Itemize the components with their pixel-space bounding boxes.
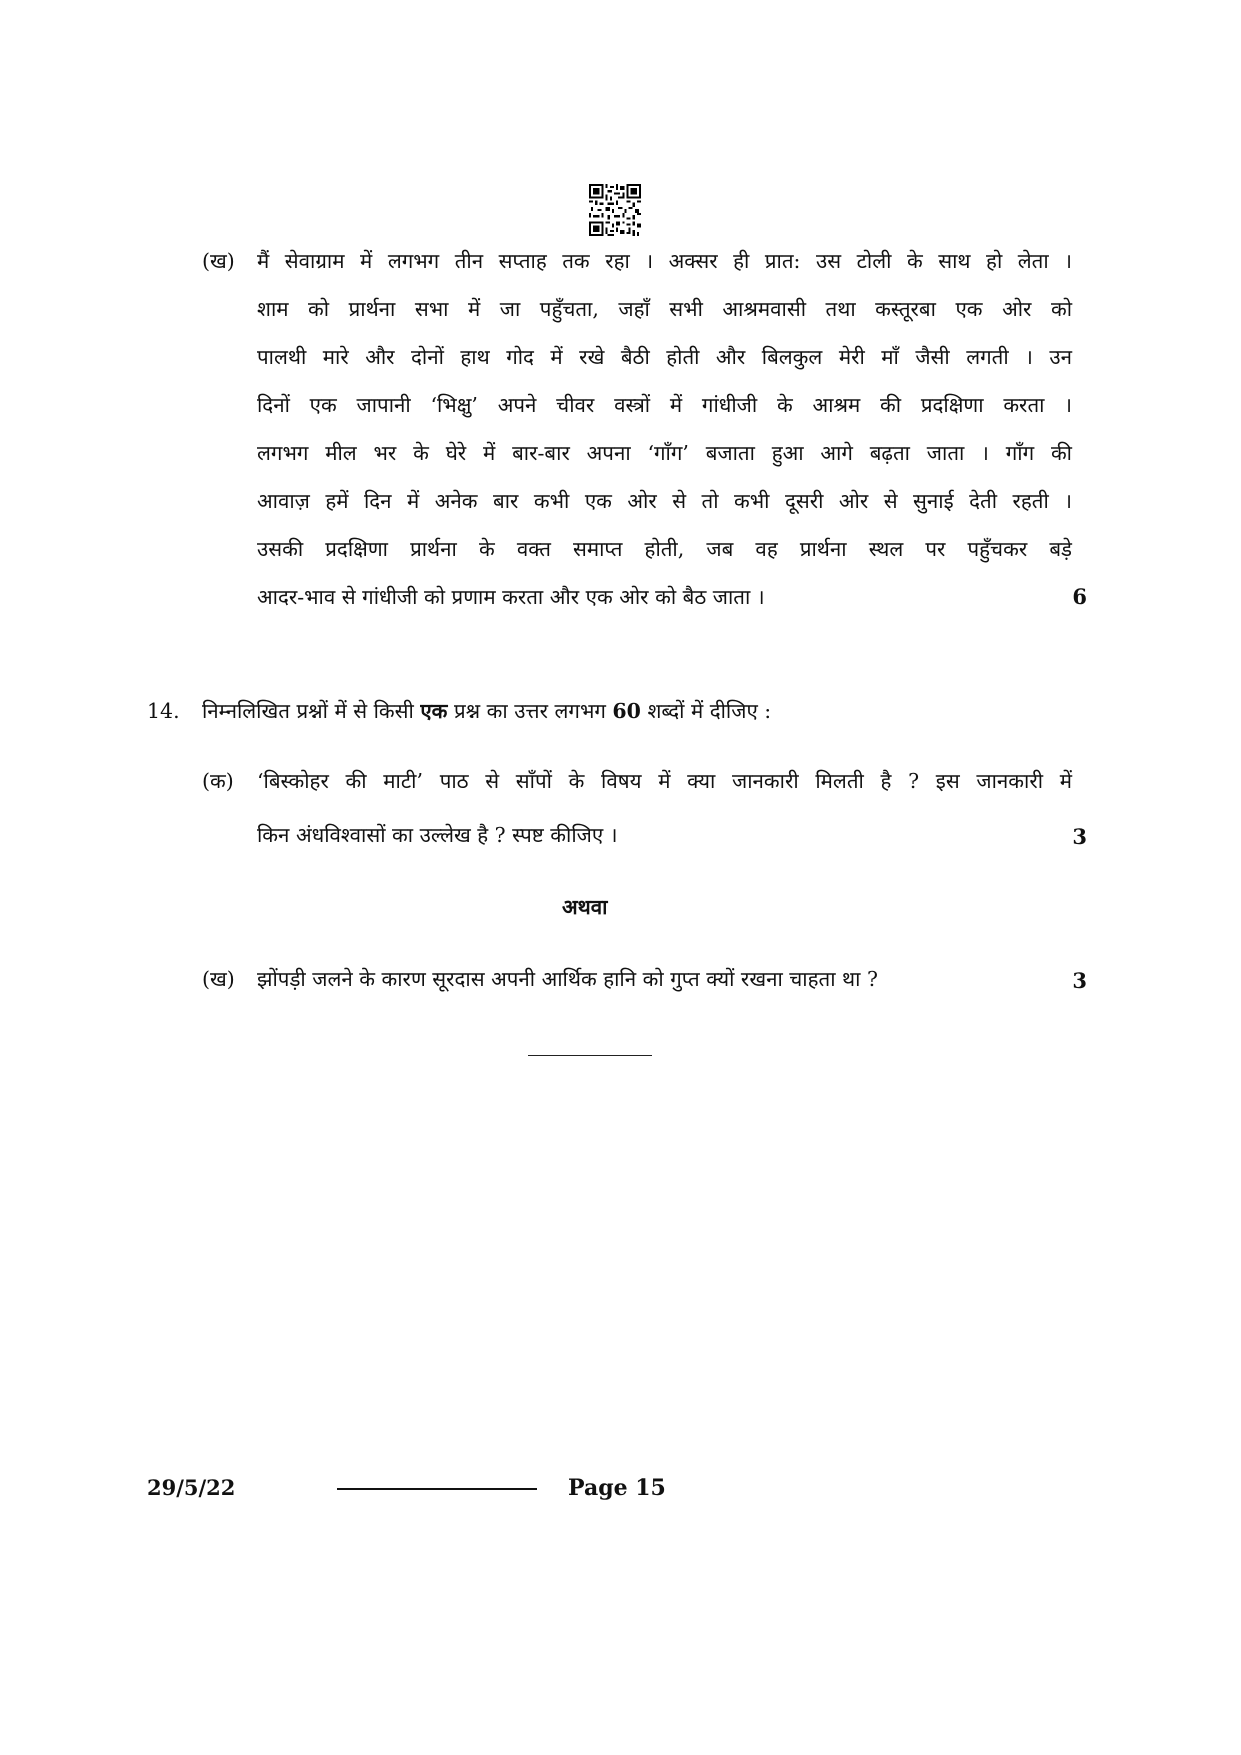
q14-ka-line-2: किन अंधविश्वासों का उल्लेख है ? स्पष्ट कीजिए ।: [257, 823, 618, 847]
q14-prompt-emphasis-60: 60: [612, 699, 641, 723]
q13-kha-marks: 6: [1072, 584, 1087, 609]
q14-ka-label: (क): [202, 769, 234, 793]
q14-kha-marks: 3: [1072, 968, 1087, 993]
footer-rule: [337, 1488, 537, 1490]
q14-prompt-part: प्रश्न का उत्तर लगभग: [447, 699, 613, 723]
q13-kha-line-3: पालथी मारे और दोनों हाथ गोद में रखे बैठी होती और बिलकुल मेरी माँ जैसी लगती । उन: [257, 345, 1072, 369]
qr-code-icon: [589, 184, 641, 236]
q13-kha-line-2: शाम को प्रार्थना सभा में जा पहुँचता, जहाँ सभी आश्रमवासी तथा कस्तूरबा एक ओर को: [257, 297, 1072, 321]
footer-page-number: Page 15: [568, 1475, 666, 1501]
q14-kha-label: (ख): [202, 967, 235, 991]
q14-prompt-part: शब्दों में दीजिए :: [640, 699, 772, 723]
q13-kha-line-1: मैं सेवाग्राम में लगभग तीन सप्ताह तक रहा । अक्सर ही प्रात: उस टोली के साथ हो लेता ।: [257, 249, 1072, 273]
q14-prompt-part: निम्नलिखित प्रश्नों में से किसी: [202, 699, 421, 723]
section-end-rule: [528, 1055, 652, 1056]
q13-kha-label: (ख): [202, 249, 235, 273]
q14-kha-text: झोंपड़ी जलने के कारण सूरदास अपनी आर्थिक हानि को गुप्त क्यों रखना चाहता था ?: [257, 967, 878, 991]
q14-prompt: [202, 697, 771, 725]
q13-kha-line-8: आदर-भाव से गांधीजी को प्रणाम करता और एक ओर को बैठ जाता ।: [257, 585, 765, 609]
q13-kha-line-4: दिनों एक जापानी ‘भिक्षु’ अपने चीवर वस्त्रों में गांधीजी के आश्रम की प्रदक्षिणा करता ।: [257, 393, 1072, 417]
footer-paper-code: 29/5/22: [147, 1475, 236, 1500]
q14-prompt-emphasis-ek: एक: [420, 699, 448, 723]
q14-ka-line-1: ‘बिस्कोहर की माटी’ पाठ से साँपों के विषय में क्या जानकारी मिलती है ? इस जानकारी में: [257, 769, 1072, 793]
q14-ka-marks: 3: [1072, 824, 1087, 849]
q13-kha-line-7: उसकी प्रदक्षिणा प्रार्थना के वक्त समाप्त होती, जब वह प्रार्थना स्थल पर पहुँचकर बड़े: [257, 537, 1072, 561]
q14-number: 14.: [147, 699, 180, 723]
q13-kha-line-5: लगभग मील भर के घेरे में बार-बार अपना ‘गाँग’ बजाता हुआ आगे बढ़ता जाता । गाँग की: [257, 441, 1072, 465]
q13-kha-line-6: आवाज़ हमें दिन में अनेक बार कभी एक ओर से तो कभी दूसरी ओर से सुनाई देती रहती ।: [257, 489, 1072, 513]
or-divider-label: अथवा: [562, 895, 608, 919]
